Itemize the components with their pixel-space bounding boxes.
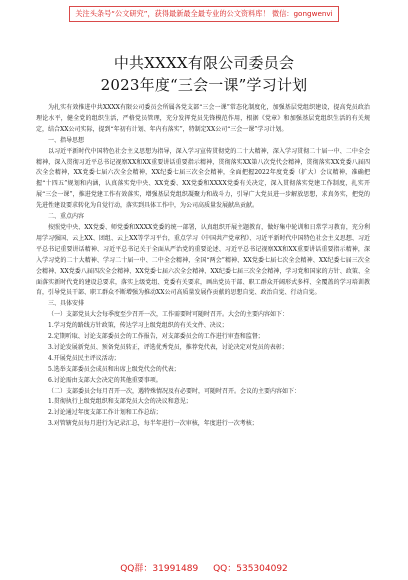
list-item: 2.讨论通过年度支部工作计划和工作总结； [48,409,162,417]
party-meeting-paragraph: （一）支部党员大会每季度至少召开一次，工作需要时可随时召开。大会的主要内容如下： [48,311,289,319]
list-item: 5.选举支部委员会成员和出席上级党代会的代表； [48,365,180,373]
list-item: 1.贯彻执行上级党组织和支部党员大会的决议和意见； [48,398,192,406]
section-heading-guiding-ideology: 一、指导思想 [48,136,85,144]
document-title-line2: 2023年度“三会一课”学习计划 [100,76,308,94]
list-item: 3.讨论发展新党员、预备党员转正，评选优秀党员，推荐党代表，讨论决定对党员的表彰； [48,343,288,351]
header-banner [69,6,339,22]
section-heading-key-content: 二、重点内容 [48,213,85,221]
footer-qq: QQ：535304092 [213,564,288,574]
list-item: 3.对管辖党员每月进行为记录汇总，每半年进行一次审核，年度进行一次考核； [48,420,258,428]
banner-text: 关注头条号“公文研究”，获得最新最全最专业的公文资料库！ 微信：gongwenvi [75,9,333,18]
list-item: 6.讨论需由支部大会决定的其他重要事项。 [48,376,162,384]
list-item: 1.学习党的路线方针政策，传达学习上级党组织的有关文件、决议； [48,322,228,330]
footer-contact [0,561,408,574]
key-content-paragraph: 按照党中央、XX党委、师党委和XXXX党委的统一部署，认真组织开展主题教育，做好集中轮训和日常学习教育，充分利用学习强国、云上XX、团组、云上XX等学习平台，重点学习《中国共产党章程》、习近平新时代中国特色社会主义思想、习近平总书记重要讲话精神、习近平总书记关于全面从严治党的重要论述、习近平总书记视察XX和XX重要讲话重要指示精神，深入学习党的二十大精神、学习二十届一中、二中全会精神，全国“两会”精神、XX党委七届七次全会精神、XX纪委七届三次全会精神、XX党委八届四次全会精神、XX党委七届六次全会精神、XX纪委七届三次全会精神，学习党和国家的方针、政策、全面落实新时代党的建设总要求，落实上级党组、党委有关要求，画出党员干部、职工群众开阔形式多样、全覆盖的学习培训教育，引导党员干部、职工群众不断增强为推动XX公司高质量发展作贡献的思想自觉、政治自觉、行动自觉。 [36,223,370,297]
section-heading-arrangements: 三、具体安排 [48,300,85,308]
guiding-ideology-paragraph: 以习近平新时代中国特色社会主义思想为指导，深入学习宣传贯彻党的二十大精神，深入学习贯彻二十届一中、二中全会精神，深入贯彻习近平总书记视察XX和XX重要讲话重要指示精神，贯彻落实XX第八次党代会精神，贯彻落实XX党委八届四次全会精神，XX党委七届六次全会精神，XX纪委七届三次全会精神，全面把握2022年度党委（扩大）会议精神，准确把握“十四五”规划和内涵，认真落实党中央、XX党委、XX党委和XXXX党委有关决定，深入贯彻落实党建工作制度，扎实开展“三会一课”，推进党建工作有效落实，增强基层党组织凝聚力和战斗力，引导广大党员进一步解放思想，求真务实，把党的先进性建设要求转化为自觉行动，落实到具体工作中，为公司高质量发展献出贡献。 [36,147,370,210]
list-item: 2.定期听取、讨论支部委员会的工作报告，对支部委员会的工作进行审查和监督； [48,333,264,341]
list-item: 4.开展党员民主评议活动； [48,354,120,362]
footer-qq-group: QQ群：31991489 [120,564,199,574]
branch-committee-paragraph: （二）支部委员会每月召开一次，遇特殊情况及有必要时，可随时召开。会议的主要内容如下： [48,387,301,395]
intro-paragraph: 为扎实有效推进中共XXXX有限公司委员会所属各党支部“三会一课”常态化制度化，加强基层党组织建设，提高党员政治理论水平，健全党的组织生活，严格党员管理，充分发挥党员先锋模范作用，根据《党章》和加强基层党组织生活的有关规定，结合XX公司实际，提到“年初有计划、年内有落实”，特制定XX公司“三会一课”学习计划。 [36,104,370,133]
document-title-line1: 中共XXXX有限公司委员会 [113,54,295,72]
document-body [36,103,370,430]
